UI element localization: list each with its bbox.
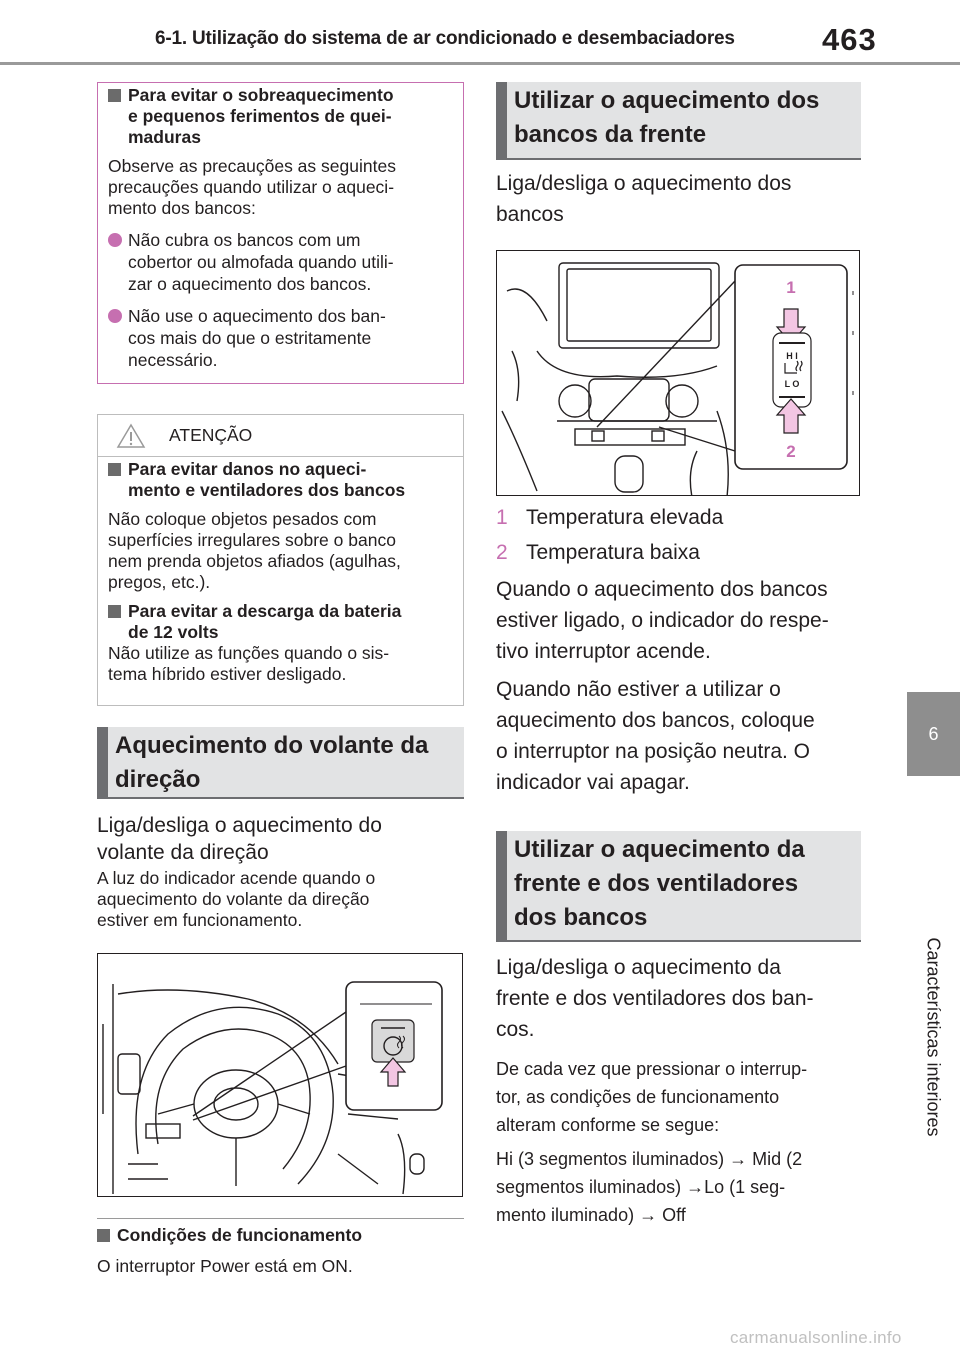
warning-text: Não coloque objetos pesados com superfícies irregulares sobre o banco nem prenda objetos afiados (agulhas, pregos, etc.). (108, 509, 401, 592)
running-header: 6-1. Utilização do sistema de ar condicionado e desembaciadores (155, 28, 735, 49)
callout-number-2: 2 (786, 442, 796, 461)
dashboard-illustration (497, 251, 860, 496)
square-bullet-icon (108, 89, 121, 102)
watermark: carmanualsonline.info (730, 1328, 902, 1347)
caution-bullet: Não use o aquecimento dos ban- cos mais do que o estritamente necessário. (108, 305, 453, 371)
section-heading-steering: Aquecimento do volante da direção (97, 727, 464, 799)
warning-text: Não utilize as funções quando o sis- tema híbrido estiver desligado. (108, 643, 390, 684)
chapter-tab[interactable]: 6 (907, 692, 960, 776)
ventilators-sequence: Hi (3 segmentos iluminados) → Mid (2 segmentos iluminados) →Lo (1 seg- mento iluminado) → Off (496, 1149, 803, 1225)
section-heading-front-seats: Utilizar o aquecimento dos bancos da frente (496, 82, 861, 160)
conditions-heading: Condições de funcionamento (97, 1225, 464, 1246)
warning-header (98, 415, 463, 457)
steering-main-text: Liga/desliga o aquecimento do volante da direção (97, 814, 382, 864)
steering-heater-figure (97, 953, 463, 1197)
ventilators-intro: Liga/desliga o aquecimento da frente e dos ventiladores dos ban- cos. (496, 956, 814, 1041)
conditions-text: O interruptor Power está em ON. (97, 1256, 353, 1276)
round-bullet-icon (108, 233, 122, 247)
square-bullet-icon (97, 1229, 110, 1242)
caution-heading: Para evitar o sobreaquecimento e pequenos ferimentos de quei- maduras (108, 85, 453, 148)
warning-heading: Para evitar danos no aqueci- mento e ventiladores dos bancos (108, 459, 453, 501)
seat-heater-figure (496, 250, 860, 496)
front-seats-para1: Quando o aquecimento dos bancos estiver ligado, o indicador do respe- tivo interruptor acende. (496, 578, 829, 663)
caution-intro: Observe as precauções as seguintes precauções quando utilizar o aqueci- mento dos bancos: (108, 156, 396, 218)
caution-bullet: Não cubra os bancos com um cobertor ou almofada quando utili- zar o aquecimento dos bancos. (108, 229, 453, 295)
svg-text:H I: H I (786, 351, 798, 361)
round-bullet-icon (108, 309, 122, 323)
section-heading-ventilators: Utilizar o aquecimento da frente e dos ventiladores dos bancos (496, 831, 861, 942)
divider (97, 1218, 464, 1219)
page-number: 463 (822, 22, 877, 57)
svg-text:L O: L O (784, 379, 800, 389)
warning-heading: Para evitar a descarga da bateria de 12 volts (108, 601, 453, 643)
ventilators-note: De cada vez que pressionar o interrup- tor, as condições de funcionamento alteram conforme se segue: (496, 1059, 808, 1135)
square-bullet-icon (108, 605, 121, 618)
caution-box (97, 82, 464, 384)
legend-item: 2 Temperatura baixa (496, 541, 700, 564)
header-rule (0, 62, 960, 65)
warning-box (97, 414, 464, 706)
callout-number-1: 1 (786, 278, 796, 297)
steering-note: A luz do indicador acende quando o aquecimento do volante da direção estiver em funcionamento. (97, 868, 376, 930)
front-seats-para2: Quando não estiver a utilizar o aquecimento dos bancos, coloque o interruptor na posição neutra. O indicador vai apagar. (496, 678, 815, 794)
front-seats-intro: Liga/desliga o aquecimento dos bancos (496, 172, 792, 226)
warning-title: ATENÇÃO (169, 425, 253, 445)
warning-triangle-icon (116, 423, 146, 449)
steering-wheel-illustration (98, 954, 463, 1197)
legend-item: 1 Temperatura elevada (496, 506, 724, 529)
square-bullet-icon (108, 463, 121, 476)
